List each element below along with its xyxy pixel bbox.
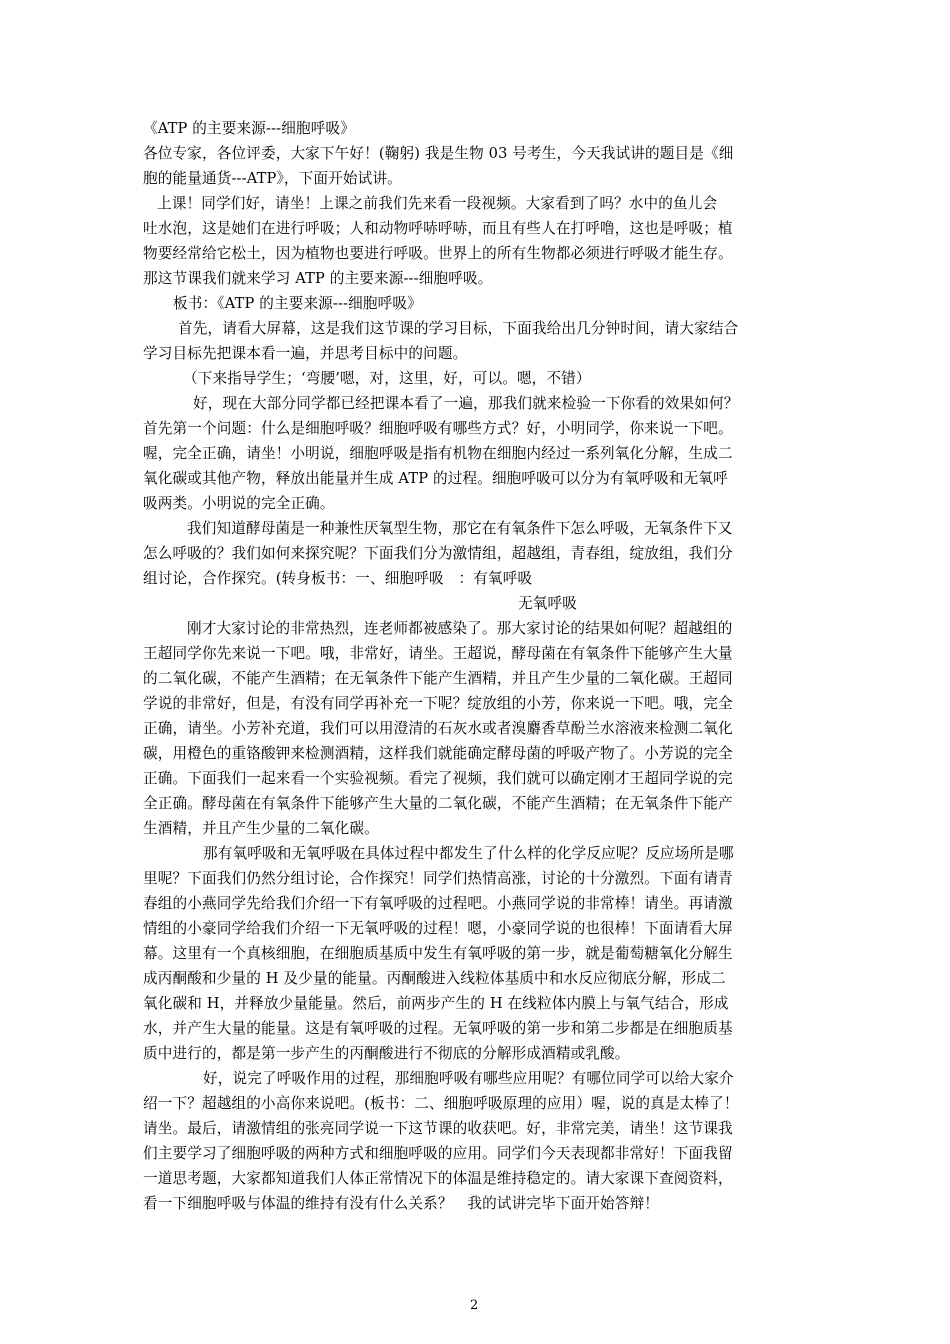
paragraph-line: 幕。这里有一个真核细胞，在细胞质基质中发生有氧呼吸的第一步，就是葡萄糖氧化分解生 [143, 945, 733, 962]
paragraph-line: 请坐。最后，请激情组的张亮同学说一下这节课的收获吧。好，非常完美，请坐！这节课我 [143, 1120, 733, 1137]
paragraph-line: 怎么呼吸的？我们如何来探究呢？下面我们分为激情组，超越组，青春组，绽放组，我们分 [143, 545, 733, 562]
paragraph-line: 喔，完全正确，请坐！小明说，细胞呼吸是指有机物在细胞内经过一系列氧化分解，生成二 [143, 445, 733, 462]
paragraph-line: 吸两类。小明说的完全正确。 [143, 495, 335, 512]
paragraph-line: 一道思考题，大家都知道我们人体正常情况下的体温是维持稳定的。请大家课下查阅资料， [143, 1170, 733, 1187]
paragraph-line: 我们知道酵母菌是一种兼性厌氧型生物，那它在有氧条件下怎么呼吸，无氧条件下又 [187, 520, 733, 537]
paragraph-line: 胞的能量通货---ATP》，下面开始试讲。 [143, 170, 402, 187]
paragraph-line: 学习目标先把课本看一遍，并思考目标中的问题。 [143, 345, 468, 362]
paragraph-line: 刚才大家讨论的非常热烈，连老师都被感染了。那大家讨论的结果如何呢？超越组的 [187, 620, 733, 637]
paragraph-line: 好，现在大部分同学都已经把课本看了一遍，那我们就来检验一下你看的效果如何？ [193, 395, 739, 412]
paragraph-line: 看一下细胞呼吸与体温的维持有没有什么关系？ 我的试讲完毕下面开始答辩！ [143, 1195, 660, 1212]
paragraph-line: 氧化碳或其他产物，释放出能量并生成 ATP 的过程。细胞呼吸可以分为有氧呼吸和无氧呼 [143, 470, 728, 487]
paragraph-line: 的二氧化碳，不能产生酒精；在无氧条件下能产生酒精，并且产生少量的二氧化碳。王超同 [143, 670, 733, 687]
paragraph-line: 正确，请坐。小芳补充道，我们可以用澄清的石灰水或者溴麝香草酚兰水溶液来检测二氧化 [143, 720, 733, 737]
paragraph-line: 成丙酮酸和少量的 H 及少量的能量。丙酮酸进入线粒体基质中和水反应彻底分解，形成二 [143, 970, 726, 987]
paragraph-line: 王超同学你先来说一下吧。哦，非常好，请坐。王超说，酵母菌在有氧条件下能够产生大量 [143, 645, 733, 662]
document-title: 《ATP 的主要来源---细胞呼吸》 [143, 120, 355, 137]
page-number: 2 [470, 1298, 479, 1313]
paragraph-line: 正确。下面我们一起来看一个实验视频。看完了视频，我们就可以确定刚才王超同学说的完 [143, 770, 733, 787]
paragraph-line: 板书：《ATP 的主要来源---细胞呼吸》 [173, 295, 422, 312]
paragraph-line: 那有氧呼吸和无氧呼吸在具体过程中都发生了什么样的化学反应呢？反应场所是哪 [203, 845, 734, 862]
paragraph-line: 那这节课我们就来学习 ATP 的主要来源---细胞呼吸。 [143, 270, 493, 287]
paragraph-line: 首先第一个问题：什么是细胞呼吸？细胞呼吸有哪些方式？好，小明同学，你来说一下吧。 [143, 420, 733, 437]
paragraph-line: 质中进行的，都是第一步产生的丙酮酸进行不彻底的分解形成酒精或乳酸。 [143, 1045, 630, 1062]
paragraph-line: 学说的非常好，但是，有没有同学再补充一下呢？绽放组的小芳，你来说一下吧。哦，完全 [143, 695, 733, 712]
paragraph-line: 水，并产生大量的能量。这是有氧呼吸的过程。无氧呼吸的第一步和第二步都是在细胞质基 [143, 1020, 733, 1037]
paragraph-line: 春组的小燕同学先给我们介绍一下有氧呼吸的过程吧。小燕同学说的非常棒！请坐。再请激 [143, 895, 733, 912]
paragraph-line: 们主要学习了细胞呼吸的两种方式和细胞呼吸的应用。同学们今天表现都非常好！下面我留 [143, 1145, 733, 1162]
paragraph-line: 无氧呼吸 [518, 595, 577, 612]
paragraph-line: （下来指导学生；‘弯腰’嗯，对，这里，好，可以。嗯，不错） [183, 370, 591, 387]
paragraph-line: 组讨论，合作探究。(转身板书：一、细胞呼吸 ：有氧呼吸 [143, 570, 533, 587]
paragraph-line: 碳，用橙色的重铬酸钾来检测酒精，这样我们就能确定酵母菌的呼吸产物了。小芳说的完全 [143, 745, 733, 762]
paragraph-line: 里呢？下面我们仍然分组讨论，合作探究！同学们热情高涨，讨论的十分激烈。下面有请青 [143, 870, 733, 887]
paragraph-line: 物要经常给它松土，因为植物也要进行呼吸。世界上的所有生物都必须进行呼吸才能生存。 [143, 245, 733, 262]
paragraph-line: 各位专家，各位评委，大家下午好！(鞠躬) 我是生物 03 号考生，今天我试讲的题目是《细 [143, 145, 734, 162]
paragraph-line: 首先，请看大屏幕，这是我们这节课的学习目标，下面我给出几分钟时间，请大家结合 [178, 320, 739, 337]
paragraph-line: 生酒精，并且产生少量的二氧化碳。 [143, 820, 379, 837]
paragraph-line: 好，说完了呼吸作用的过程，那细胞呼吸有哪些应用呢？有哪位同学可以给大家介 [203, 1070, 734, 1087]
paragraph-line: 吐水泡，这是她们在进行呼吸；人和动物呼哧呼哧，而且有些人在打呼噜，这也是呼吸；植 [143, 220, 733, 237]
paragraph-line: 氧化碳和 H，并释放少量能量。然后，前两步产生的 H 在线粒体内膜上与氧气结合，形成 [143, 995, 729, 1012]
paragraph-line: 绍一下？超越组的小高你来说吧。(板书：二、细胞呼吸原理的应用）喔，说的真是太棒了！ [143, 1095, 739, 1112]
paragraph-line: 情组的小豪同学给我们介绍一下无氧呼吸的过程！嗯，小豪同学说的也很棒！下面请看大屏 [143, 920, 733, 937]
paragraph-line: 全正确。酵母菌在有氧条件下能够产生大量的二氧化碳，不能产生酒精；在无氧条件下能产 [143, 795, 733, 812]
paragraph-line: 上课！同学们好，请坐！上课之前我们先来看一段视频。大家看到了吗？水中的鱼儿会 [157, 195, 718, 212]
